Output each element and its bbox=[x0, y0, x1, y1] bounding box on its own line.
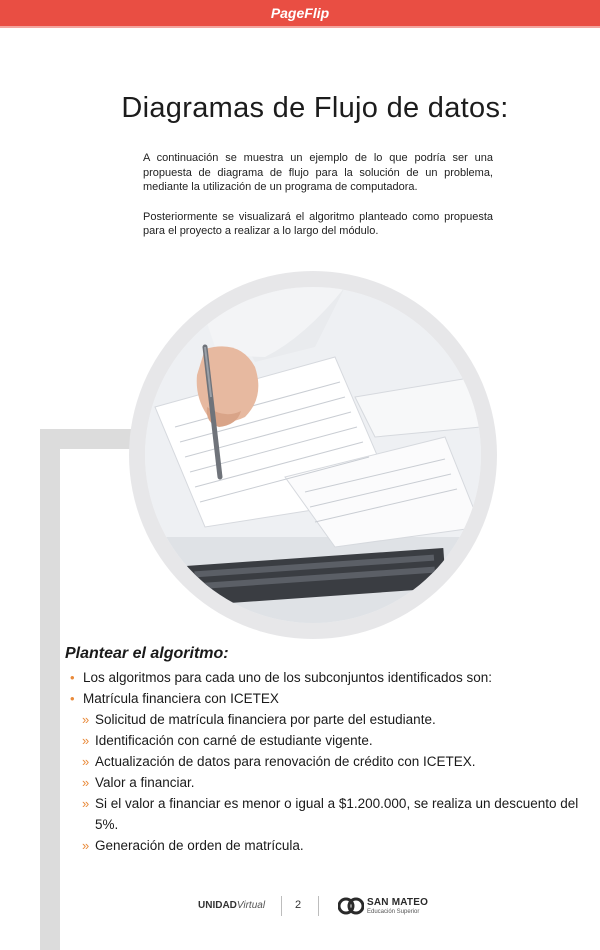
intro-paragraph: Posteriormente se visualizará el algoritmo planteado como propuesta para el proyecto a realizar a lo largo del módulo. bbox=[143, 210, 493, 237]
top-bar-divider bbox=[0, 26, 600, 28]
bullet-dot-icon: • bbox=[70, 670, 75, 685]
intro-text bbox=[143, 151, 493, 254]
list-item-text: Valor a financiar. bbox=[95, 775, 195, 790]
list-item bbox=[65, 772, 585, 793]
app-title: PageFlip bbox=[270, 5, 330, 21]
bullet-list bbox=[65, 667, 585, 709]
algorithm-section bbox=[65, 645, 585, 856]
unidad-virtual-logo: UNIDADVirtual bbox=[198, 900, 266, 911]
top-bar bbox=[0, 0, 600, 26]
list-item bbox=[65, 688, 585, 709]
list-item-text: Solicitud de matrícula financiera por parte del estudiante. bbox=[95, 712, 436, 727]
sub-bullet-list bbox=[65, 709, 585, 856]
page-footer bbox=[0, 890, 600, 922]
chevron-right-icon: » bbox=[82, 838, 90, 853]
footer-divider bbox=[281, 896, 282, 916]
list-item bbox=[65, 667, 585, 688]
list-item bbox=[65, 793, 585, 835]
list-item-text: Si el valor a financiar es menor o igual a $1.200.000, se realiza un descuento del 5%. bbox=[95, 796, 579, 832]
section-heading: Plantear el algoritmo: bbox=[65, 645, 229, 662]
logo-name: SAN MATEO bbox=[367, 897, 429, 908]
chevron-right-icon: » bbox=[82, 754, 90, 769]
logo-subtitle: Educación Superior bbox=[367, 909, 420, 915]
san-mateo-logo-icon bbox=[338, 895, 364, 917]
list-item-text: Los algoritmos para cada uno de los subconjuntos identificados son: bbox=[83, 670, 493, 685]
chevron-right-icon: » bbox=[82, 733, 90, 748]
list-item bbox=[65, 835, 585, 856]
list-item-text: Generación de orden de matrícula. bbox=[95, 838, 304, 853]
writing-hand-photo bbox=[145, 287, 481, 623]
intro-paragraph: A continuación se muestra un ejemplo de lo que podría ser una propuesta de diagrama de flujo para la solución de un problema, mediante la utilización de un programa de computadora. bbox=[143, 152, 493, 193]
list-item-text: Identificación con carné de estudiante vigente. bbox=[95, 733, 373, 748]
list-item bbox=[65, 730, 585, 751]
chevron-right-icon: » bbox=[82, 796, 90, 811]
page-title: Diagramas de Flujo de datos: bbox=[121, 92, 509, 124]
footer-divider bbox=[318, 896, 319, 916]
bullet-dot-icon: • bbox=[70, 691, 75, 706]
chevron-right-icon: » bbox=[82, 775, 90, 790]
list-item-text: Actualización de datos para renovación de crédito con ICETEX. bbox=[95, 754, 476, 769]
chevron-right-icon: » bbox=[82, 712, 90, 727]
page-number: 2 bbox=[295, 899, 302, 911]
list-item-text: Matrícula financiera con ICETEX bbox=[83, 691, 279, 706]
list-item bbox=[65, 751, 585, 772]
list-item bbox=[65, 709, 585, 730]
decorative-frame-side bbox=[40, 429, 60, 950]
